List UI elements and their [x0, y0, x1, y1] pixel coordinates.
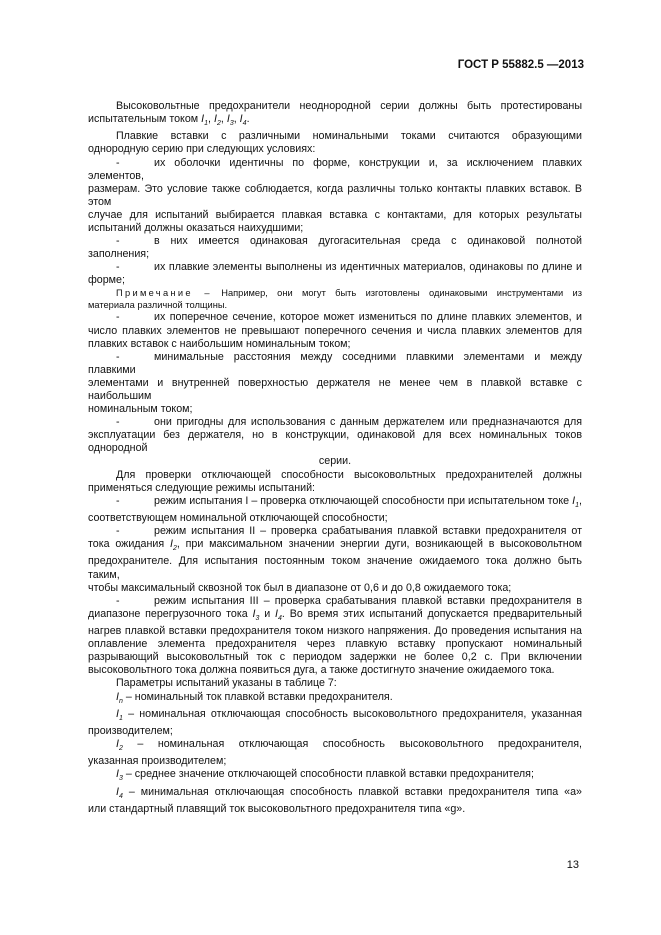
paragraph-test-modes: Для проверки отключающей способности высоковольтных предохранителей должны применяться следующие режимы испытаний:	[88, 468, 582, 494]
definition-item: $I_n$ – номинальный ток плавкой вставки предохранителя.	[116, 690, 393, 705]
definition-item: $I_1$ – номинальная отключающая способность высоковольтного предохранителя, указанная производителем;	[88, 707, 582, 737]
list-item: - они пригодны для использования с данным держателем или предназначаются для эксплуатации без держателя, но в конструкции, одинаковой для всех номинальных токов однородной серии.	[88, 416, 582, 468]
paragraph-test-currents: Высоковольтные предохранители неоднородной серии должны быть протестированы испытательным током $I_1$, $I_2$, $I_3$, $I_4$.	[88, 100, 582, 128]
definition-item: $I_3$ – среднее значение отключающей способности плавкой вставки предохранителя;	[116, 768, 534, 783]
paragraph-homogeneous-series: Плавкие вставки с различными номинальными токами считаются образующими однородную серию при следующих условиях:	[88, 130, 582, 156]
list-item: - их оболочки идентичны по форме, конструкции и, за исключением плавких элементов, размерам. Это условие также соблюдается, когда различны только контакты плавких вставок. В этом случае для испытаний выбирается плавкая вставка с контактами, для которых результаты испытаний должны оказаться наихудшими;	[88, 156, 582, 234]
page-number: 13	[566, 859, 579, 871]
list-item: - режим испытания II – проверка срабатывания плавкой вставки предохранителя от тока ожидания $I_2$, при максимальном значении энергии дуги, возникающей в высоковольтном предохранителе. Для испытания постоянным током значение ожидаемого тока должно быть таким, чтобы максимальный сквозной ток был в диапазоне от 0,6 и до 0,8 ожидаемого тока;	[88, 525, 582, 594]
list-item: - в них имеется одинаковая дугогасительная среда с одинаковой полнотой заполнения;	[88, 235, 582, 261]
list-item: - режим испытания III – проверка срабатывания плавкой вставки предохранителя в диапазоне перегрузочного тока $I_3$ и $I_4$. Во время этих испытаний допускается предварительный нагрев плавкой вставки предохранителя током низкого напряжения. До проведения испытания на оплавление элемента предохранителя через плавкую вставку пропускают номинальный разрывающий высоковольтный ток с периодом задержки не более 0,2 с. При включении высоковольтного тока должна появиться дуга, а также достигнуто значение ожидаемого тока.	[88, 594, 582, 677]
document-body	[88, 100, 582, 816]
paragraph-test-parameters: Параметры испытаний указаны в таблице 7:	[116, 677, 337, 690]
document-header: ГОСТ Р 55882.5 —2013	[457, 59, 584, 71]
list-item: - их плавкие элементы выполнены из идентичных материалов, одинаковы по длине и форме;	[88, 261, 582, 287]
definition-item: $I_4$ – минимальная отключающая способность плавкой вставки предохранителя типа «а» или стандартный плавящий ток высоковольтного предохранителя типа «g».	[88, 785, 582, 815]
list-item: - их поперечное сечение, которое может измениться по длине плавких элементов, и число плавких элементов не превышают поперечного сечения и числа плавких элементов для плавких вставок с наибольшим номинальным током;	[88, 311, 582, 350]
note: Примечание – Например, они могут быть изготовлены одинаковыми инструментами из материала различной толщины.	[88, 288, 582, 311]
note-label: Примечание –	[116, 288, 212, 299]
list-item: - режим испытания I – проверка отключающей способности при испытательном токе $I_1$, соответствующем номинальной отключающей способности;	[88, 494, 582, 524]
definition-item: $I_2$ – номинальная отключающая способность высоковольтного предохранителя, указанная производителем;	[88, 738, 582, 768]
list-item: - минимальные расстояния между соседними плавкими элементами и между плавкими элементами и внутренней поверхностью держателя не менее чем в плавкой вставке с наибольшим номинальным током;	[88, 350, 582, 416]
